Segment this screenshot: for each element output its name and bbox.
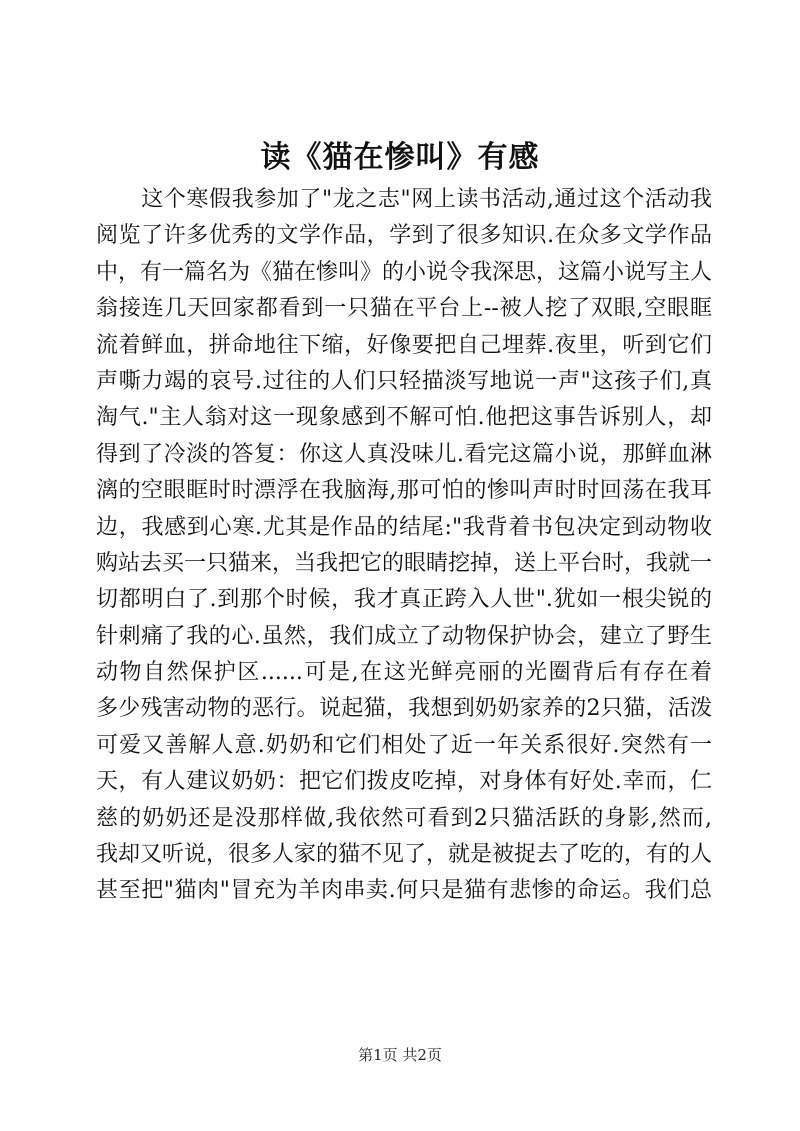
document-body [96,182,712,910]
paragraph-line: 翁接连几天回家都看到一只猫在平台上--被人挖了双眼,空眼眶 [96,296,712,322]
paragraph-line: 甚至把"猫肉"冒充为羊肉串卖.何只是猫有悲惨的命运。我们总 [96,878,712,904]
paragraph-line: 漓的空眼眶时时漂浮在我脑海,那可怕的惨叫声时时回荡在我耳 [96,478,712,504]
paragraph-line: 这个寒假我参加了"龙之志"网上读书活动,通过这个活动我 [96,187,712,212]
paragraph-line: 天，有人建议奶奶：把它们拨皮吃掉，对身体有好处.幸而，仁 [96,769,712,795]
document-title: 读《猫在惨叫》有感 [260,140,540,175]
paragraph-line: 淘气."主人翁对这一现象感到不解可怕.他把这事告诉别人，却 [96,405,712,431]
paragraph-line: 可爱又善解人意.奶奶和它们相处了近一年关系很好.突然有一 [96,732,712,758]
paragraph-line: 阅览了许多优秀的文学作品，学到了很多知识.在众多文学作品 [96,223,712,249]
paragraph-line: 流着鲜血，拼命地往下缩，好像要把自己埋葬.夜里，听到它们 [96,332,712,358]
paragraph-line: 多少残害动物的恶行。说起猫，我想到奶奶家养的2只猫，活泼 [96,696,712,722]
paragraph-line: 慈的奶奶还是没那样做,我依然可看到2只猫活跃的身影,然而, [96,805,712,831]
page-number-label: 第1页 共2页 [358,1046,442,1064]
paragraph-line: 动物自然保护区......可是,在这光鲜亮丽的光圈背后有存在着 [96,660,712,686]
page-footer [0,1045,800,1065]
paragraph-line: 切都明白了.到那个时候，我才真正跨入人世".犹如一根尖锐的 [96,587,712,613]
paragraph-line: 我却又听说，很多人家的猫不见了，就是被捉去了吃的，有的人 [96,842,713,868]
paragraph-line: 购站去买一只猫来，当我把它的眼睛挖掉，送上平台时，我就一 [96,550,713,576]
paragraph-line: 声嘶力竭的哀号.过往的人们只轻描淡写地说一声"这孩子们,真 [96,368,712,394]
paragraph-line: 得到了冷淡的答复：你这人真没味儿.看完这篇小说，那鲜血淋 [96,441,712,467]
paragraph-line: 针刺痛了我的心.虽然，我们成立了动物保护协会，建立了野生 [96,623,712,649]
paragraph-line: 中，有一篇名为《猫在惨叫》的小说令我深思，这篇小说写主人 [96,259,713,285]
paragraph-line: 边，我感到心寒.尤其是作品的结尾:"我背着书包决定到动物收 [96,514,712,540]
